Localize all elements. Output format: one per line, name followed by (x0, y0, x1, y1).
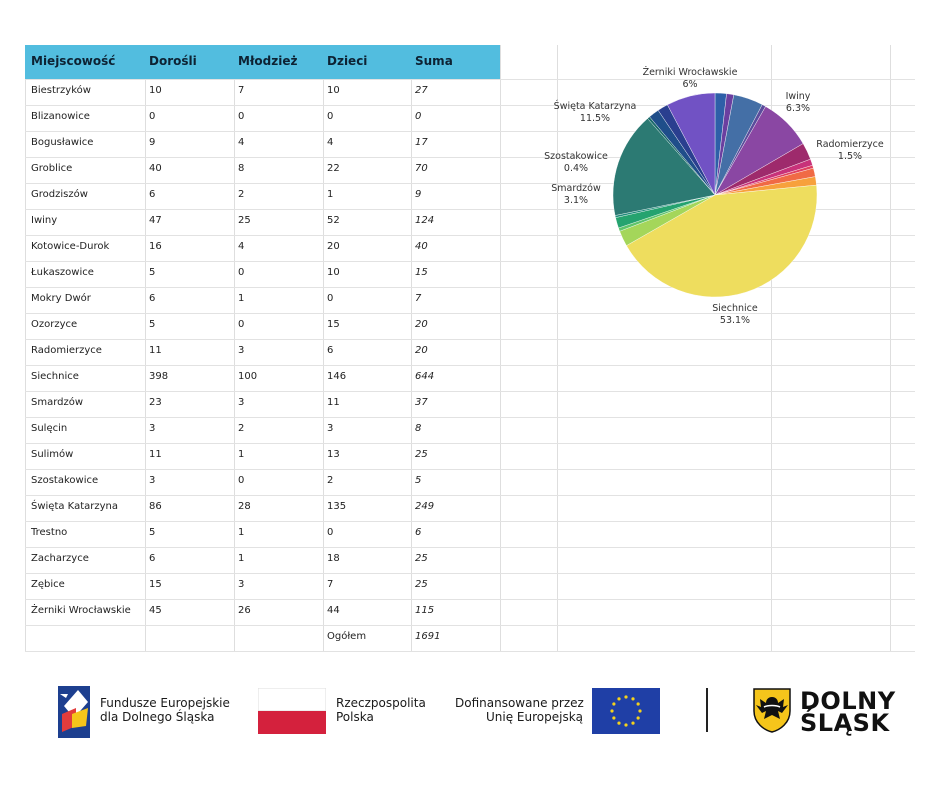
value-cell: 44 (327, 605, 340, 616)
eu-star-icon (617, 697, 620, 700)
value-cell: 7 (327, 579, 334, 590)
locality-cell: Sulimów (31, 449, 74, 460)
eu-star-icon (631, 697, 634, 700)
value-cell: 70 (415, 163, 428, 174)
value-cell: 7 (415, 293, 422, 304)
locality-cell: Mokry Dwór (31, 293, 91, 304)
value-cell: 2 (327, 475, 334, 486)
eu-star-icon (624, 695, 627, 698)
table-row (25, 417, 500, 443)
locality-cell: Święta Katarzyna (31, 501, 118, 512)
table-row (25, 469, 500, 495)
value-cell: 10 (327, 267, 340, 278)
total-value: 1691 (415, 631, 441, 642)
eu-star-icon (624, 723, 627, 726)
locality-cell: Bogusławice (31, 137, 94, 148)
value-cell: 398 (149, 371, 169, 382)
value-cell: 26 (238, 605, 251, 616)
value-cell: 0 (415, 111, 422, 122)
pie-label-name: Żerniki Wrocławskie (642, 67, 738, 78)
value-cell: 5 (415, 475, 422, 486)
dolny-slask-coat-of-arms-icon (752, 687, 792, 733)
table-row (25, 105, 500, 131)
value-cell: 5 (149, 527, 156, 538)
value-cell: 20 (415, 319, 428, 330)
value-cell: 9 (149, 137, 156, 148)
value-cell: 6 (149, 553, 156, 564)
value-cell: 52 (327, 215, 340, 226)
value-cell: 15 (149, 579, 162, 590)
value-cell: 4 (238, 241, 245, 252)
locality-cell: Siechnice (31, 371, 79, 382)
locality-cell: Sulęcin (31, 423, 68, 434)
eu-star-icon (612, 702, 615, 705)
value-cell: 0 (327, 527, 334, 538)
eu-flag-icon (592, 688, 660, 734)
value-cell: 3 (238, 397, 245, 408)
value-cell: 1 (238, 553, 245, 564)
value-cell: 1 (238, 293, 245, 304)
value-cell: 6 (149, 293, 156, 304)
eu-star-icon (612, 716, 615, 719)
pie-label-name: Siechnice (712, 303, 758, 314)
value-cell: 40 (415, 241, 428, 252)
value-cell: 2 (238, 189, 245, 200)
locality-cell: Łukaszowice (31, 267, 94, 278)
value-cell: 47 (149, 215, 162, 226)
locality-cell: Grodziszów (31, 189, 88, 200)
pie-chart-svg (540, 55, 910, 345)
rp-text-line2: Polska (336, 710, 374, 724)
value-cell: 2 (238, 423, 245, 434)
value-cell: 6 (415, 527, 422, 538)
value-cell: 0 (238, 475, 245, 486)
value-cell: 1 (238, 449, 245, 460)
table-row (25, 183, 500, 209)
locality-cell: Blizanowice (31, 111, 90, 122)
eu-star-icon (637, 716, 640, 719)
table-row (25, 157, 500, 183)
pie-chart (540, 55, 910, 345)
table-row (25, 261, 500, 287)
table-row (25, 131, 500, 157)
value-cell: 0 (149, 111, 156, 122)
eu-text-line2: Unię Europejską (485, 710, 583, 724)
value-cell: 37 (415, 397, 428, 408)
table-row (25, 287, 500, 313)
value-cell: 18 (327, 553, 340, 564)
eu-star-icon (610, 709, 613, 712)
value-cell: 3 (238, 345, 245, 356)
table-row (25, 313, 500, 339)
locality-cell: Groblice (31, 163, 73, 174)
locality-cell: Szostakowice (31, 475, 99, 486)
funding-footer (0, 680, 940, 750)
table-header (25, 45, 500, 79)
eu-star-icon (631, 722, 634, 725)
column-header: Miejscowość (31, 54, 116, 68)
value-cell: 25 (238, 215, 251, 226)
column-header: Dzieci (327, 54, 368, 68)
fe-text-line1: Fundusze Europejskie (100, 696, 230, 710)
table-row (25, 365, 500, 391)
value-cell: 115 (415, 605, 435, 616)
value-cell: 6 (327, 345, 334, 356)
value-cell: 135 (327, 501, 347, 512)
value-cell: 11 (149, 449, 162, 460)
value-cell: 10 (327, 85, 340, 96)
pie-label-percent: 6% (682, 79, 698, 90)
value-cell: 17 (415, 137, 428, 148)
locality-cell: Zacharzyce (31, 553, 89, 564)
value-cell: 20 (415, 345, 428, 356)
value-cell: 7 (238, 85, 245, 96)
pie-label-name: Radomierzyce (816, 139, 884, 150)
grid-column-line (500, 45, 501, 651)
polish-flag-icon (258, 688, 326, 734)
eu-star-icon (637, 702, 640, 705)
value-cell: 5 (149, 319, 156, 330)
table-row (25, 495, 500, 521)
locality-cell: Ozorzyce (31, 319, 78, 330)
value-cell: 13 (327, 449, 340, 460)
value-cell: 4 (238, 137, 245, 148)
pie-label-name: Smardzów (551, 183, 601, 194)
pie-label-percent: 11.5% (579, 113, 611, 124)
pie-label-name: Święta Katarzyna (553, 101, 637, 112)
ds-text-line1: DOLNY (800, 687, 896, 715)
rp-text-line1: Rzeczpospolita (336, 696, 426, 710)
ds-text-line2: ŚLĄSK (800, 709, 890, 737)
value-cell: 10 (149, 85, 162, 96)
locality-cell: Żerniki Wrocławskie (31, 605, 131, 616)
value-cell: 8 (415, 423, 422, 434)
value-cell: 15 (327, 319, 340, 330)
value-cell: 644 (415, 371, 435, 382)
grid-row-line (25, 651, 915, 652)
value-cell: 100 (238, 371, 258, 382)
column-header: Suma (415, 54, 453, 68)
value-cell: 11 (149, 345, 162, 356)
value-cell: 25 (415, 579, 428, 590)
value-cell: 20 (327, 241, 340, 252)
total-label: Ogółem (327, 631, 367, 642)
value-cell: 86 (149, 501, 162, 512)
value-cell: 40 (149, 163, 162, 174)
locality-cell: Iwiny (31, 215, 58, 226)
table-row (25, 391, 500, 417)
value-cell: 16 (149, 241, 162, 252)
value-cell: 5 (149, 267, 156, 278)
locality-cell: Radomierzyce (31, 345, 102, 356)
value-cell: 0 (238, 111, 245, 122)
column-header: Młodzież (238, 54, 298, 68)
pie-label-percent: 1.5% (837, 151, 863, 162)
table-row (25, 235, 500, 261)
table-row (25, 209, 500, 235)
pie-label-percent: 0.4% (563, 163, 589, 174)
table-row (25, 79, 500, 105)
value-cell: 11 (327, 397, 340, 408)
locality-cell: Trestno (31, 527, 68, 538)
value-cell: 1 (327, 189, 334, 200)
footer-separator (706, 688, 708, 732)
pie-label-percent: 6.3% (785, 103, 811, 114)
value-cell: 25 (415, 553, 428, 564)
locality-cell: Kotowice-Durok (31, 241, 110, 252)
pie-label-name: Iwiny (785, 91, 811, 102)
total-row (25, 625, 500, 651)
table-row (25, 521, 500, 547)
table-row (25, 339, 500, 365)
fundusze-europejskie-logo (58, 686, 90, 738)
fe-text-line2: dla Dolnego Śląska (100, 710, 215, 724)
value-cell: 249 (415, 501, 435, 512)
value-cell: 27 (415, 85, 428, 96)
value-cell: 0 (238, 319, 245, 330)
table-row (25, 599, 500, 625)
pie-label-name: Szostakowice (544, 151, 608, 162)
value-cell: 0 (327, 111, 334, 122)
pie-label-percent: 3.1% (563, 195, 589, 206)
value-cell: 15 (415, 267, 428, 278)
table-row (25, 573, 500, 599)
table-row (25, 443, 500, 469)
value-cell: 28 (238, 501, 251, 512)
value-cell: 3 (149, 423, 156, 434)
table-row (25, 547, 500, 573)
value-cell: 4 (327, 137, 334, 148)
value-cell: 0 (327, 293, 334, 304)
locality-cell: Zębice (31, 579, 65, 590)
locality-cell: Biestrzyków (31, 85, 91, 96)
locality-cell: Smardzów (31, 397, 84, 408)
value-cell: 22 (327, 163, 340, 174)
value-cell: 9 (415, 189, 422, 200)
eu-star-icon (617, 722, 620, 725)
value-cell: 8 (238, 163, 245, 174)
eu-text-line1: Dofinansowane przez (455, 696, 584, 710)
value-cell: 45 (149, 605, 162, 616)
value-cell: 25 (415, 449, 428, 460)
value-cell: 3 (327, 423, 334, 434)
value-cell: 0 (238, 267, 245, 278)
eu-star-icon (638, 709, 641, 712)
value-cell: 124 (415, 215, 435, 226)
value-cell: 23 (149, 397, 162, 408)
value-cell: 6 (149, 189, 156, 200)
value-cell: 1 (238, 527, 245, 538)
pie-label-percent: 53.1% (719, 315, 751, 326)
value-cell: 3 (149, 475, 156, 486)
value-cell: 146 (327, 371, 347, 382)
column-header: Dorośli (149, 54, 197, 68)
value-cell: 3 (238, 579, 245, 590)
